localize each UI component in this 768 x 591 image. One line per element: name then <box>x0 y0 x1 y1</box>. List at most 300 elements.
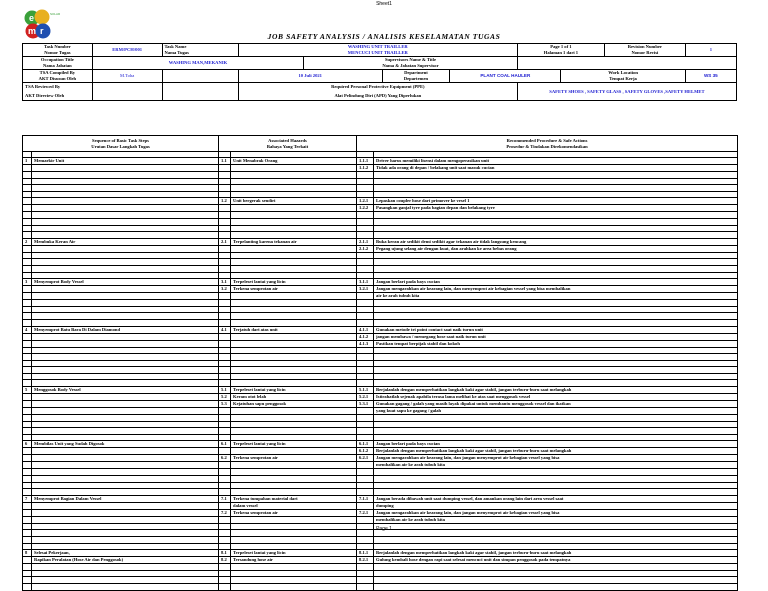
hazard-number <box>219 448 231 455</box>
hazard-number <box>219 570 231 577</box>
step-number <box>23 428 32 435</box>
step-number <box>23 300 32 307</box>
svg-text:m: m <box>28 26 37 36</box>
step-text <box>32 185 219 192</box>
table-row <box>23 441 738 448</box>
step-number <box>23 205 32 212</box>
hazard-text <box>231 564 357 571</box>
control-text <box>374 347 738 354</box>
hazard-text <box>231 185 357 192</box>
hazard-number <box>219 333 231 340</box>
step-number <box>23 577 32 584</box>
control-text: Tidak ada orang di depan / belakang unit saat masuk cucian <box>374 165 738 172</box>
hazard-number: 5.1 <box>219 387 231 394</box>
hazard-text <box>231 516 357 523</box>
step-text <box>32 191 219 198</box>
control-text <box>374 191 738 198</box>
control-text <box>374 489 738 496</box>
control-text: Jangan berlari pada bays cucian <box>374 441 738 448</box>
hazard-text <box>231 265 357 272</box>
hazard-text <box>231 306 357 313</box>
table-row <box>23 408 738 415</box>
table-row <box>23 306 738 313</box>
control-text: Jangan mengarahkan air kearang lain, dan menyemprot air kebagian vessel yang bisa membalikan <box>374 286 738 293</box>
step-text <box>32 265 219 272</box>
hazard-number <box>219 502 231 509</box>
step-number <box>23 185 32 192</box>
step-number <box>23 516 32 523</box>
hazard-text <box>231 428 357 435</box>
step-text: Menyemprot Bagian Dalam Vessel <box>32 495 219 502</box>
work-location-value: WS 35 <box>685 70 736 83</box>
control-text <box>374 583 738 590</box>
step-number <box>23 245 32 252</box>
hazard-number <box>219 272 231 279</box>
control-number <box>357 212 374 219</box>
control-text: Berjalanlah dengan memperhatikan langkah kaki agar stabil, jangan terburu-buru saat melangkah <box>374 550 738 557</box>
hazard-number <box>219 300 231 307</box>
control-number: 3.1.1 <box>357 279 374 286</box>
hazard-text: Terpeleset lantai yang licin <box>231 441 357 448</box>
hazard-text <box>231 570 357 577</box>
step-number <box>23 198 32 205</box>
control-number <box>357 300 374 307</box>
control-text: Istirahatlah sejenak apabila terasa lama melihat ke atas saat menggosok vessel <box>374 394 738 401</box>
table-row <box>23 421 738 428</box>
table-row <box>23 185 738 192</box>
control-text: air ke arah tubuh kita <box>374 293 738 300</box>
control-number <box>357 367 374 374</box>
step-number <box>23 557 32 564</box>
hazard-number <box>219 489 231 496</box>
table-row <box>23 191 738 198</box>
step-text <box>32 319 219 326</box>
control-number <box>357 313 374 320</box>
step-number <box>23 232 32 239</box>
hazard-number: 6.1 <box>219 441 231 448</box>
hazard-number <box>219 415 231 422</box>
hazard-number <box>219 476 231 483</box>
table-row <box>23 178 738 185</box>
control-text: Jangan berada dibawah unit saat dumping vessel, dan amankan orang lain dari area vessel saat <box>374 495 738 502</box>
step-text: Memarkir Unit <box>32 158 219 165</box>
control-number: 5.1.1 <box>357 387 374 394</box>
hazard-number <box>219 354 231 361</box>
document-title: JOB SAFETY ANALYSIS / ANALISIS KESELAMATAN TUGAS <box>267 32 501 41</box>
step-text <box>32 373 219 380</box>
step-number <box>23 537 32 544</box>
step-number <box>23 469 32 476</box>
occupation-value: WASHING MAN,MEKANIK <box>92 57 303 70</box>
reviewed-by-label: TSA Reviewed By <box>23 83 93 92</box>
hazard-text <box>231 172 357 179</box>
step-text <box>32 165 219 172</box>
control-number <box>357 564 374 571</box>
control-number <box>357 218 374 225</box>
table-row <box>23 319 738 326</box>
hazard-text: Terkena semprotan air <box>231 286 357 293</box>
hazard-text: Terpeleset lantai yang licin <box>231 550 357 557</box>
step-text <box>32 347 219 354</box>
control-number: 3.2.1 <box>357 286 374 293</box>
step-text <box>32 340 219 347</box>
work-location-label: Work Location Tempat Kerja <box>561 70 685 83</box>
step-number <box>23 462 32 469</box>
hazard-number <box>219 265 231 272</box>
step-text <box>32 272 219 279</box>
control-text <box>374 172 738 179</box>
step-text <box>32 577 219 584</box>
control-number <box>357 482 374 489</box>
hazard-text <box>231 165 357 172</box>
step-number <box>23 421 32 428</box>
step-number: 3 <box>23 279 32 286</box>
hazard-number <box>219 306 231 313</box>
hazard-text: Terkena semprotan air <box>231 509 357 516</box>
control-text: Jangan mengarahkan air kearang lain, dan jangan menyemprot air kebagian vessel yang bisa <box>374 509 738 516</box>
control-text <box>374 232 738 239</box>
control-number: 1.2.2 <box>357 205 374 212</box>
control-text: Jangan mengarahkan air kearang lain, dan jangan menyemprot air kebagian vessel yang bisa <box>374 455 738 462</box>
control-text <box>374 185 738 192</box>
hazard-text: Kejatuhan sapu penggosok <box>231 401 357 408</box>
supervisor-label: Supervisors Name & Title Nama & Jabatan Supervisor <box>304 57 518 70</box>
hazard-number: 7.1 <box>219 495 231 502</box>
hazard-text <box>231 313 357 320</box>
table-row <box>23 564 738 571</box>
step-number <box>23 380 32 387</box>
step-text <box>32 570 219 577</box>
step-text <box>32 408 219 415</box>
hazard-text <box>231 367 357 374</box>
table-row <box>23 172 738 179</box>
step-text: Rapikan Peralatan (Hose Air dan Penggosok) <box>32 557 219 564</box>
control-text <box>374 252 738 259</box>
step-text <box>32 178 219 185</box>
task-name-value: WASHING UNIT TRAILLER MENCUCI UNIT TRAILLER <box>238 44 517 57</box>
control-text: Driver harus memiliki lisensi dalam mengoperasikan unit <box>374 158 738 165</box>
step-number <box>23 165 32 172</box>
control-text <box>374 218 738 225</box>
step-number <box>23 476 32 483</box>
control-number <box>357 428 374 435</box>
hazard-text <box>231 333 357 340</box>
step-number <box>23 172 32 179</box>
task-number-label: Task Number Nomor Tugas <box>23 44 93 57</box>
table-row <box>23 165 738 172</box>
control-number <box>357 570 374 577</box>
revision-value: 1 <box>685 44 736 57</box>
compiled-date: 10 Juli 2021 <box>238 70 382 83</box>
control-text <box>374 272 738 279</box>
step-number <box>23 286 32 293</box>
hazard-text <box>231 340 357 347</box>
hazard-number: 3.2 <box>219 286 231 293</box>
step-text <box>32 218 219 225</box>
department-value: PLANT COAL HAULER <box>450 70 561 83</box>
step-number <box>23 502 32 509</box>
step-number <box>23 367 32 374</box>
control-number <box>357 225 374 232</box>
control-text: Gulung kembali hose dengan rapi saat selesai mencuci unit dan simpan penggosok pada tempatnya <box>374 557 738 564</box>
step-text <box>32 172 219 179</box>
control-number: 1.1.1 <box>357 158 374 165</box>
step-text <box>32 489 219 496</box>
control-number: 1.2.1 <box>357 198 374 205</box>
table-row <box>23 232 738 239</box>
control-number <box>357 516 374 523</box>
table-row <box>23 476 738 483</box>
hazard-text <box>231 245 357 252</box>
step-text <box>32 448 219 455</box>
hazard-text <box>231 319 357 326</box>
table-row <box>23 434 738 441</box>
hazard-text <box>231 421 357 428</box>
svg-text:SOLAR: SOLAR <box>50 12 61 16</box>
table-row <box>23 570 738 577</box>
step-text <box>32 367 219 374</box>
step-text <box>32 313 219 320</box>
hazard-text: Terpeleset lantai yang licin <box>231 279 357 286</box>
control-number <box>357 252 374 259</box>
step-number <box>23 434 32 441</box>
control-number <box>357 489 374 496</box>
hazard-number <box>219 319 231 326</box>
step-number <box>23 306 32 313</box>
step-number <box>23 583 32 590</box>
step-text <box>32 509 219 516</box>
step-number <box>23 333 32 340</box>
revision-label: Revision Number Nomor Revisi <box>605 44 686 57</box>
step-text: Membilas Unit yang Sudah Digosok <box>32 441 219 448</box>
control-number: 6.2.1 <box>357 455 374 462</box>
control-text <box>374 543 738 550</box>
hazard-number <box>219 225 231 232</box>
control-text: Gunakan metode tri point contact saat naik turun unit <box>374 326 738 333</box>
step-number <box>23 455 32 462</box>
step-number <box>23 178 32 185</box>
control-number <box>357 476 374 483</box>
compiled-by-blank <box>162 70 238 83</box>
table-row <box>23 286 738 293</box>
table-row <box>23 265 738 272</box>
step-number <box>23 448 32 455</box>
table-row <box>23 218 738 225</box>
step-text: Membuka Keran Air <box>32 238 219 245</box>
hazard-text <box>231 380 357 387</box>
reviewed-by-value <box>92 83 162 101</box>
hazard-text: Terkena semprotan air <box>231 455 357 462</box>
step-number <box>23 252 32 259</box>
table-row <box>23 212 738 219</box>
step-number: 8 <box>23 550 32 557</box>
supervisor-value <box>517 57 736 70</box>
step-number <box>23 415 32 422</box>
svg-text:e: e <box>29 13 35 23</box>
step-text <box>32 354 219 361</box>
table-row <box>23 347 738 354</box>
control-number <box>357 293 374 300</box>
hazard-text <box>231 218 357 225</box>
step-text <box>32 537 219 544</box>
control-number: 2.1.2 <box>357 245 374 252</box>
control-text <box>374 313 738 320</box>
table-row <box>23 394 738 401</box>
compiled-by-label: TSA Compiled By AKT Disusun Oleh <box>23 70 93 83</box>
hazard-number <box>219 564 231 571</box>
hazard-number <box>219 482 231 489</box>
hazard-text: Unit bergerak sendiri <box>231 198 357 205</box>
step-text <box>32 482 219 489</box>
step-number <box>23 293 32 300</box>
hazard-number <box>219 172 231 179</box>
control-text <box>374 434 738 441</box>
hazard-number <box>219 178 231 185</box>
hazard-number: 4.1 <box>219 326 231 333</box>
control-text: Gunakan gagang / galah yang masih layak dipakai untuk membantu menggosok vessel dan ikatkan <box>374 401 738 408</box>
hazard-text <box>231 293 357 300</box>
table-row <box>23 373 738 380</box>
table-row <box>23 158 738 165</box>
control-number <box>357 462 374 469</box>
control-text <box>374 537 738 544</box>
hazard-text <box>231 476 357 483</box>
table-row <box>23 462 738 469</box>
hazard-text <box>231 212 357 219</box>
table-row <box>23 354 738 361</box>
control-text: membalikan air ke arah tubuh kita <box>374 462 738 469</box>
step-number: 6 <box>23 441 32 448</box>
hazard-text <box>231 537 357 544</box>
step-number: 4 <box>23 326 32 333</box>
control-number <box>357 272 374 279</box>
step-text <box>32 212 219 219</box>
control-number: 1.1.2 <box>357 165 374 172</box>
control-text: Pastikan tempat berpijak stabil dan kokoh <box>374 340 738 347</box>
col-header-controls: Recommended Procedure & Safe Actions Prosedur & Tindakan Direkomendasikan <box>357 136 738 152</box>
hazard-text: Terjatuh dari atas unit <box>231 326 357 333</box>
control-number <box>357 232 374 239</box>
step-text <box>32 286 219 293</box>
control-number <box>357 583 374 590</box>
step-number <box>23 347 32 354</box>
hazard-text <box>231 577 357 584</box>
control-text <box>374 415 738 422</box>
hazard-text: Terpeleset lantai yang licin <box>231 387 357 394</box>
hazard-text <box>231 354 357 361</box>
control-number <box>357 172 374 179</box>
hazard-number: 5.3 <box>219 401 231 408</box>
control-text <box>374 306 738 313</box>
control-text <box>374 476 738 483</box>
table-row <box>23 259 738 266</box>
control-text <box>374 265 738 272</box>
control-text: jangan membawa / memegang hose saat naik turun unit <box>374 333 738 340</box>
step-number <box>23 543 32 550</box>
control-text: yang kuat sapu ke gagang / galah <box>374 408 738 415</box>
control-number <box>357 373 374 380</box>
step-number <box>23 191 32 198</box>
step-number <box>23 218 32 225</box>
step-text <box>32 252 219 259</box>
hazard-text <box>231 408 357 415</box>
control-number <box>357 415 374 422</box>
control-text <box>374 178 738 185</box>
hazard-number <box>219 583 231 590</box>
control-number: 5.2.1 <box>357 394 374 401</box>
step-number <box>23 509 32 516</box>
ppe-label: Required Personal Protective Equipment (PPE) <box>238 83 517 92</box>
hazard-text <box>231 178 357 185</box>
control-text: Buka keran air sedikit demi sedikit agar tekanan air tidak langsung kencang <box>374 238 738 245</box>
hazard-number: 3.1 <box>219 279 231 286</box>
hazard-text: Terkena tumpahan material dari <box>231 495 357 502</box>
table-row <box>23 293 738 300</box>
hazard-text <box>231 415 357 422</box>
control-number <box>357 191 374 198</box>
hazard-number: 6.2 <box>219 455 231 462</box>
task-name-label: Task Name Nama Tugas <box>162 44 238 57</box>
department-label: Department Departemen <box>382 70 450 83</box>
hazard-number <box>219 408 231 415</box>
step-text: Menyemprot Body Vessel <box>32 279 219 286</box>
page-footer: Page 1 <box>376 526 392 532</box>
sheet-label: Sheet1 <box>376 1 392 7</box>
step-number <box>23 489 32 496</box>
hazard-text <box>231 300 357 307</box>
table-row <box>23 557 738 564</box>
table-row <box>23 380 738 387</box>
hazard-text: Terpelanting karena tekanan air <box>231 238 357 245</box>
table-row <box>23 238 738 245</box>
table-row <box>23 360 738 367</box>
control-number <box>357 185 374 192</box>
hazard-number <box>219 537 231 544</box>
table-row <box>23 205 738 212</box>
table-row <box>23 272 738 279</box>
step-number <box>23 259 32 266</box>
hazard-number <box>219 428 231 435</box>
hazard-number <box>219 347 231 354</box>
step-text <box>32 462 219 469</box>
step-text <box>32 428 219 435</box>
hazard-text: Unit Menabrak Orang <box>231 158 357 165</box>
hazard-number <box>219 543 231 550</box>
step-number <box>23 272 32 279</box>
step-text <box>32 300 219 307</box>
control-number <box>357 537 374 544</box>
step-text <box>32 259 219 266</box>
control-text <box>374 421 738 428</box>
step-number <box>23 354 32 361</box>
hazard-number: 1.2 <box>219 198 231 205</box>
step-number <box>23 570 32 577</box>
control-number: 5.3.1 <box>357 401 374 408</box>
hazard-text <box>231 482 357 489</box>
step-text <box>32 401 219 408</box>
compiled-by-value: M.Toha <box>92 70 162 83</box>
control-number: 8.2.1 <box>357 557 374 564</box>
hazard-number <box>219 245 231 252</box>
hazard-text <box>231 462 357 469</box>
control-number: 4.1.1 <box>357 326 374 333</box>
table-row <box>23 387 738 394</box>
hazard-number <box>219 313 231 320</box>
occupation-label: Occupation Title Nama Jabatan <box>23 57 93 70</box>
reviewed-by-label-id: AKT Direview Oleh <box>23 92 93 101</box>
control-number <box>357 319 374 326</box>
control-number <box>357 434 374 441</box>
